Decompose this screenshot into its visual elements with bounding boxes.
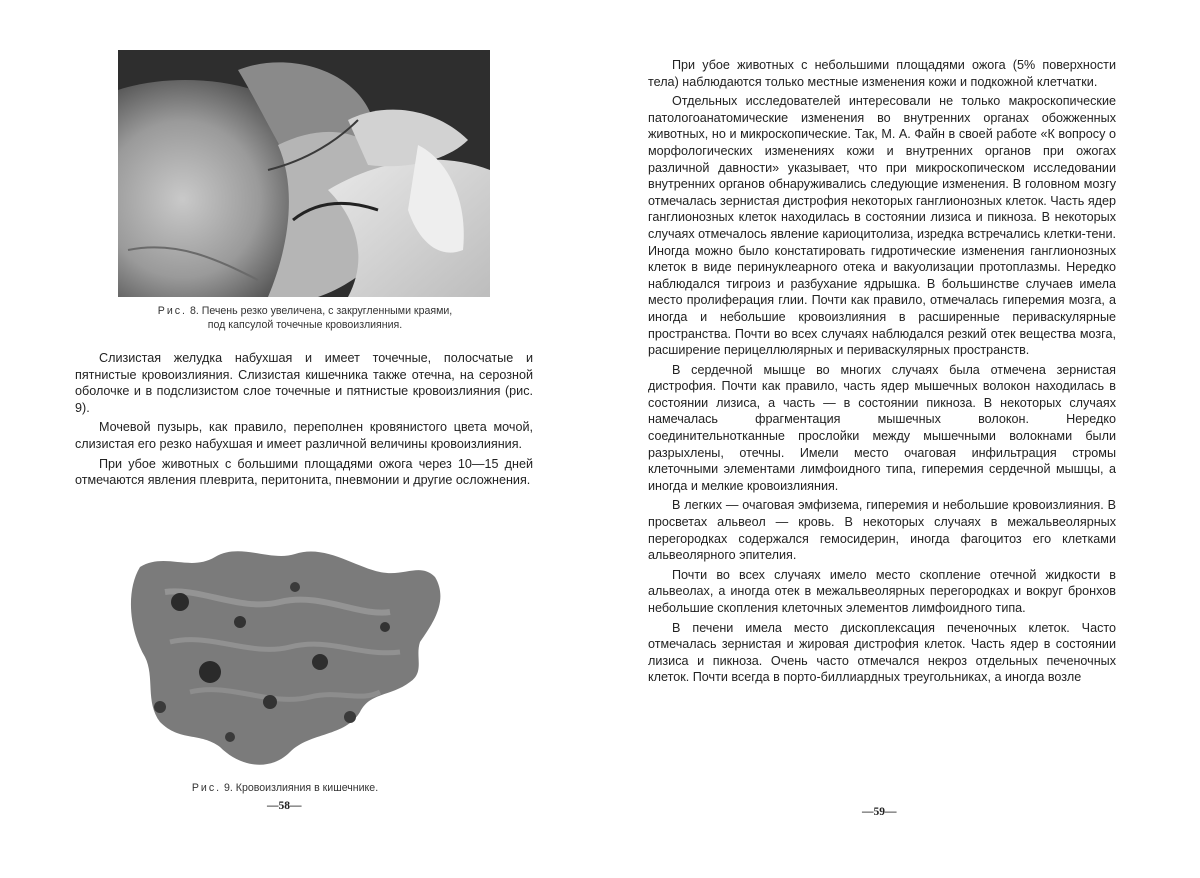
page-number-right: —59— [862, 806, 897, 818]
figure-9-caption-prefix: Рис. [191, 782, 222, 794]
right-page [600, 0, 1200, 878]
left-page-body [75, 350, 533, 492]
figure-8-caption-prefix: Рис. [157, 305, 187, 317]
figure-8-caption-line2: под капсулой точечные кровоизлияния. [207, 319, 403, 331]
paragraph: В сердечной мышце во многих случаях была отмечена зернистая дистрофия. Почти как правило, часть ядер мышечных волокон находилась в состоянии лизиса, а часть — в состоянии пикноза. В некоторых случаях намечалась фрагментация мышечных волокон. Нередко соединительнотканные прослойки между мышечными волокнами были разрыхлены, отечны. Имели место очаговая инфильтрация стромы клеточными элементами лимфоидного типа, гиперемия сердечной мышцы, а иногда и мелкие кровоизлияния. [648, 362, 1116, 493]
figure-8-liver-photo [118, 50, 490, 297]
figure-9-caption [120, 781, 450, 795]
paragraph: В печени имела место дископлексация печеночных клеток. Часто отмечалась зернистая и жировая дистрофия клеток. Часть ядер в состоянии лизиса и пикноза. Очень часто отмечался некроз отдельных печеночных клеток. Почти всегда в порто-биллиардных треугольниках, а иногда возле [648, 620, 1116, 685]
figure-8-caption [100, 304, 510, 332]
paragraph: При убое животных с большими площадями ожога через 10—15 дней отмечаются явления плеврита, перитонита, пневмонии и другие осложнения. [75, 456, 533, 488]
paragraph: В легких — очаговая эмфизема, гиперемия и небольшие кровоизлияния. В просветах альвеол — кровь. В некоторых случаях в межальвеолярных перегородках содержался гемосидерин, иногда фагоцитоз его клетками альвеолярного эпителия. [648, 498, 1116, 563]
figure-8-caption-line1: 8. Печень резко увеличена, с закругленными краями, [189, 305, 453, 317]
paragraph: Отдельных исследователей интересовали не только макроскопические патологоанатомические изменения во внутренних органах обожженных животных, но и микроскопические. Так, М. А. Файн в своей работе «К вопросу о морфологических изменениях кожи и внутренних органов при ожогах различной давности» указывает, что при микроскопическом исследовании внутренних органов обнаруживались следующие изменения. В головном мозгу отмечалась зернистая дистрофия некоторых ганглионозных клеток. Часть ядер ганглионозных клеток находилась в состоянии лизиса и пикноза. В некоторых случаях отмечалось явление кариоцитолиза, изредка встречались клетки-тени. Иногда можно было констатировать гидротические изменения ганглионозных клеток в виде перинуклеарного отека и вакуолизации протоплазмы. Нередко наблюдался тигроиз и разбухание ядрышка. В большинстве случаев имела место пролиферация глии. Почти как правило, отмечалась гиперемия мозга, а иногда и небольшие кровоизлияния в расширенные периваскулярные пространства. Почти во всех случаях наблюдался резкий отек вещества мозга, расширение перицеллюлярных и периваскулярных пространств. [648, 94, 1116, 358]
paragraph: Мочевой пузырь, как правило, переполнен кровянистого цвета мочой, слизистая его резко набухшая и имеет различной величины кровоизлияния. [75, 420, 533, 451]
figure-9-caption-text: 9. Кровоизлияния в кишечнике. [224, 782, 379, 794]
page-number-left: —58— [267, 800, 302, 812]
right-page-body [648, 57, 1116, 689]
figure-9-intestine-photo [120, 532, 450, 772]
paragraph: Почти во всех случаях имело место скопление отечной жидкости в альвеолах, а иногда отек в межальвеолярных перегородках и вокруг бронхов небольшие скопления клеточных элементов лимфоидного типа. [648, 567, 1116, 615]
paragraph: При убое животных с небольшими площадями ожога (5% поверхности тела) наблюдаются только местные изменения кожи и подкожной клетчатки. [648, 58, 1116, 89]
paragraph: Слизистая желудка набухшая и имеет точечные, полосчатые и пятнистые кровоизлияния. Слизистая кишечника также отечна, на серозной оболочке и в подслизистом слое точечные и пятнистые кровоизлияния (рис. 9). [75, 351, 533, 415]
